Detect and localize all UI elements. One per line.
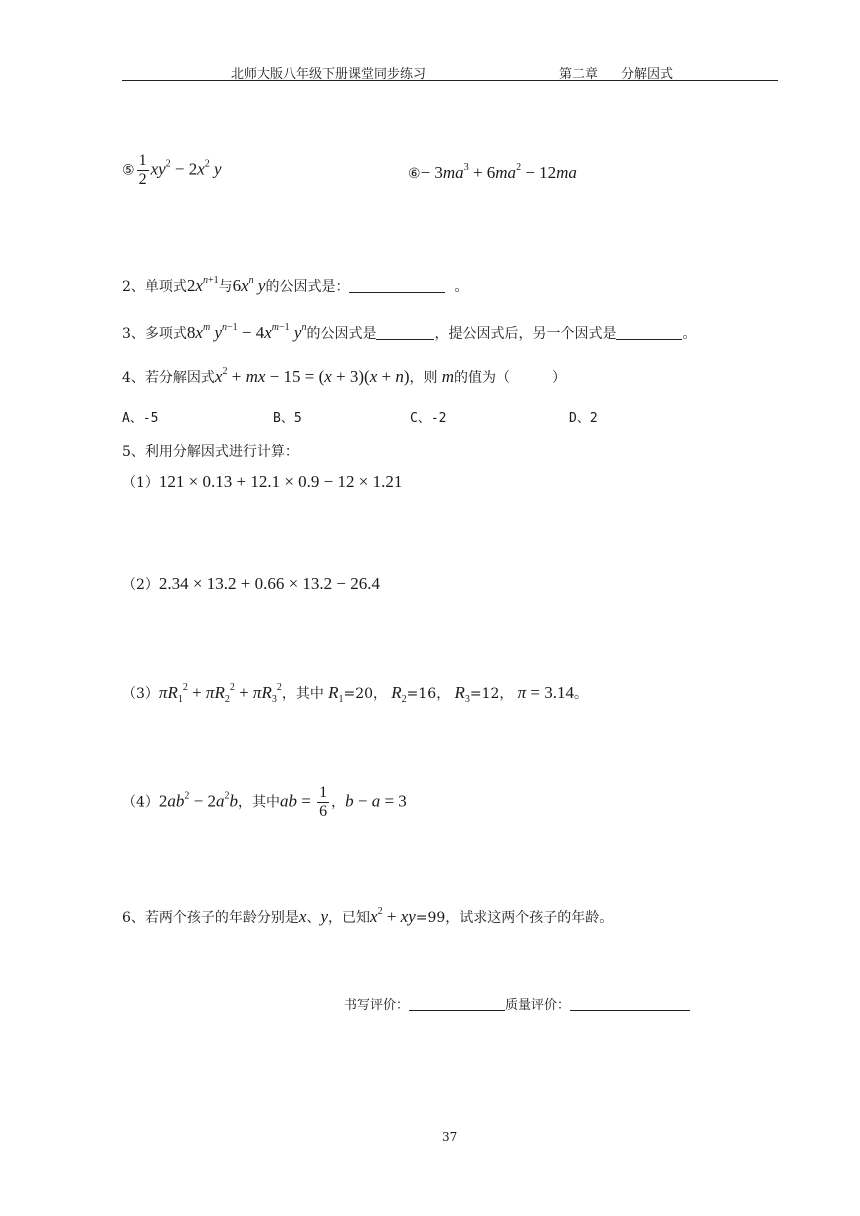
option-d[interactable]: D、2 xyxy=(569,411,598,426)
fraction-one-half: $\frac{1}{2}$ xyxy=(138,152,147,188)
question-4: 4、若分解因式$x^2$ + mx − 15 = (x + 3)(x + n)，则 m的值为（ ） xyxy=(122,366,567,386)
quality-eval-label: 质量评价： xyxy=(505,998,571,1013)
page-number: 37 xyxy=(442,1130,458,1144)
option-b[interactable]: B、5 xyxy=(273,411,302,426)
question-3: 3、多项式$8x^m$ $y^{n-1} - 4x^{m-1}$ $y^n$的公因式是 ，提公因式后，另一个因式是 。 xyxy=(122,322,697,342)
q5-part-3: $(3)\pi R_1^2 + \pi R_2^2 + \pi R_3^2$，其中 $R_1=20$， $R_2=16$， $R_3=12$， π = 3.14。 xyxy=(122,682,589,705)
option-c[interactable]: C、-2 xyxy=(410,411,447,426)
option-a[interactable]: A、-5 xyxy=(122,411,159,426)
writing-eval-blank[interactable] xyxy=(409,996,505,1011)
fraction-one-sixth: $\frac{1}{6}$ xyxy=(319,784,328,820)
question-5-title: 5、利用分解因式进行计算： xyxy=(122,444,299,460)
item-5-marker: ⑤ xyxy=(122,162,135,179)
answer-blank-q2[interactable] xyxy=(349,278,445,293)
item-6: ⑥− $3ma^3 + 6ma^2 - 12ma$ xyxy=(408,162,577,182)
question-2: 2、单项式$2x^{n+1}$与$6x^n$ y的公因式是： 。 xyxy=(122,275,469,295)
evaluation-line xyxy=(344,994,690,1013)
header-rule xyxy=(122,80,778,81)
quality-eval-blank[interactable] xyxy=(570,996,690,1011)
item-6-marker: ⑥ xyxy=(408,166,421,182)
q5-part-2: （2）2.34 × 13.2 + 0.66 × 13.2 − 26.4 xyxy=(122,574,381,593)
answer-blank-q3a[interactable] xyxy=(376,325,434,340)
answer-blank-q3b[interactable] xyxy=(616,325,682,340)
header-chapter: 第二章 xyxy=(559,67,599,82)
writing-eval-label: 书写评价： xyxy=(344,998,410,1013)
q5-part-1: （1）121 × 0.13 + 12.1 × 0.9 − 12 × 1.21 xyxy=(122,472,403,491)
header-topic: 分解因式 xyxy=(621,67,674,82)
question-6: 6、若两个孩子的年龄分别是x、y，已知$x^2 + xy=99$，试求这两个孩子的年龄。 xyxy=(122,906,614,926)
q5-part-4: $(4)2ab^2 - 2a^2b$，其中ab = $\frac{1}{6}$ ，b − a = 3 xyxy=(122,784,407,820)
item-5: ⑤ $\frac{1}{2}$ $xy^2 - 2x^2$ y xyxy=(122,152,222,188)
header-title: 北师大版八年级下册课堂同步练习 xyxy=(231,67,427,82)
